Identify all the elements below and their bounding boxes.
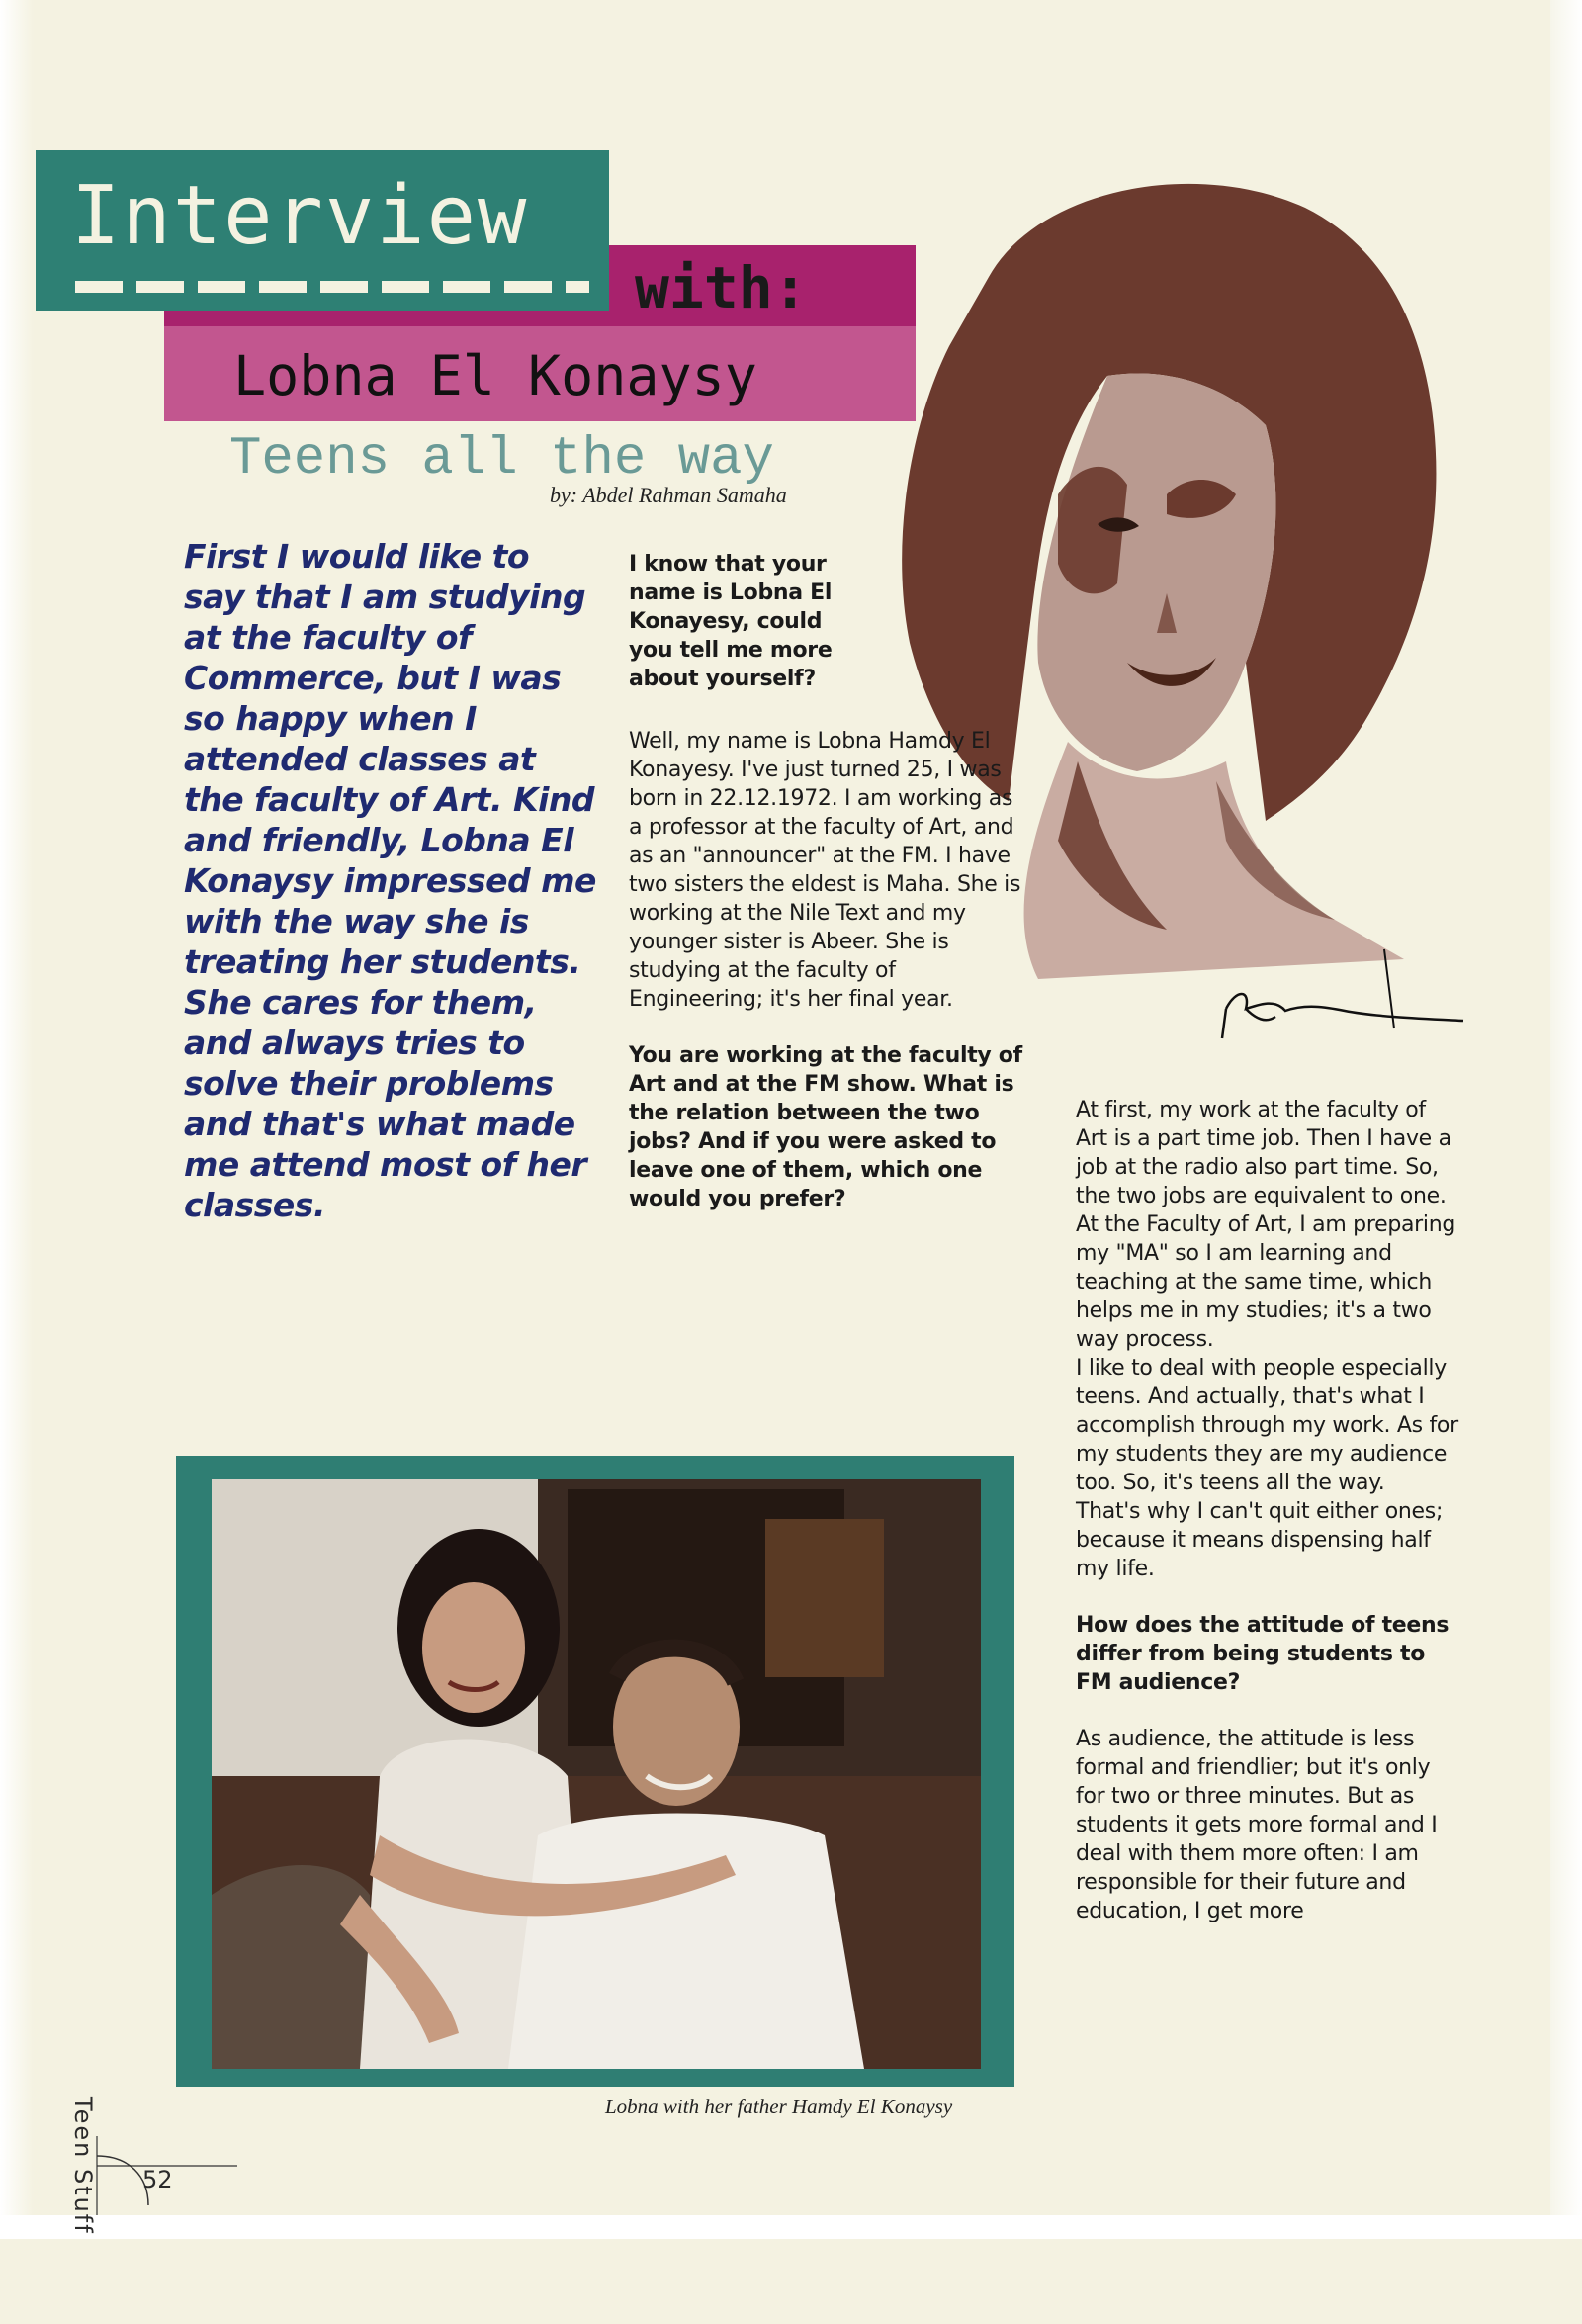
magazine-name: Teen Stuff (69, 2097, 97, 2235)
family-photo (212, 1479, 981, 2069)
title-interviewee-name: Lobna El Konaysy (233, 344, 757, 407)
page-margin (0, 0, 34, 2239)
answer-2-part-2: I like to deal with people especially teens. And actually, that's what I accomplish through my work. As for my students they are my audience too. So, it's teens all the way. (1076, 1356, 1458, 1495)
title-with: with: (635, 254, 808, 321)
page-margin (0, 2215, 1582, 2239)
article-subtitle: Teens all the way (229, 429, 774, 490)
title-dash-rule (75, 281, 589, 293)
page-number: 52 (142, 2166, 173, 2193)
photo-caption: Lobna with her father Hamdy El Konaysy (605, 2095, 953, 2118)
question-1: I know that your name is Lobna El Konayesy, could you tell me more about yourself? (629, 552, 833, 691)
author-byline: by: Abdel Rahman Samaha (550, 483, 787, 507)
artist-signature (1226, 994, 1463, 1021)
page-margin (1550, 0, 1582, 2239)
answer-2-part-1: At first, my work at the faculty of Art is a part time job. Then I have a job at the radio also part time. So, the two jobs are equivalent to one. At the Faculty of Art, I am preparing my "MA" so I am learning and teaching at the same time, which helps me in my studies; it's a two way process. (1076, 1098, 1456, 1352)
question-3: How does the attitude of teens differ from being students to FM audience? (1076, 1613, 1450, 1695)
answer-1: Well, my name is Lobna Hamdy El Konayesy. I've just turned 25, I was born in 22.12.1972. I am working as a professor at the faculty of Art, and as an "announcer" at the FM. I have two sisters the eldest is Maha. She is working at the Nile Text and my younger sister is Abeer. She is studying at the faculty of Engineering; it's her final year. (629, 729, 1021, 1012)
answer-2-part-3: That's why I can't quit either ones; because it means dispensing half my life. (1076, 1499, 1444, 1581)
intro-pull-text: First I would like to say that I am studying at the faculty of Commerce, but I was so happy when I attended classes at the faculty of Art. Kind and friendly, Lobna El Konaysy impressed me with the way she is treating her students. She cares for them, and always tries to solve their problems and that's what made me attend most of her classes. (184, 537, 596, 1224)
title-interview: Interview (71, 169, 529, 263)
question-2: You are working at the faculty of Art and at the FM show. What is the relation between the two jobs? And if you were asked to leave one of them, which one would you prefer? (629, 1043, 1022, 1211)
article-column-right (1076, 1096, 1461, 1953)
answer-3: As audience, the attitude is less formal and friendlier; but it's only for two or three minutes. But as students it gets more formal and I deal with them more often: I am responsible for their future and education, I get more (1076, 1727, 1438, 1923)
article-column-middle (629, 550, 1024, 1241)
